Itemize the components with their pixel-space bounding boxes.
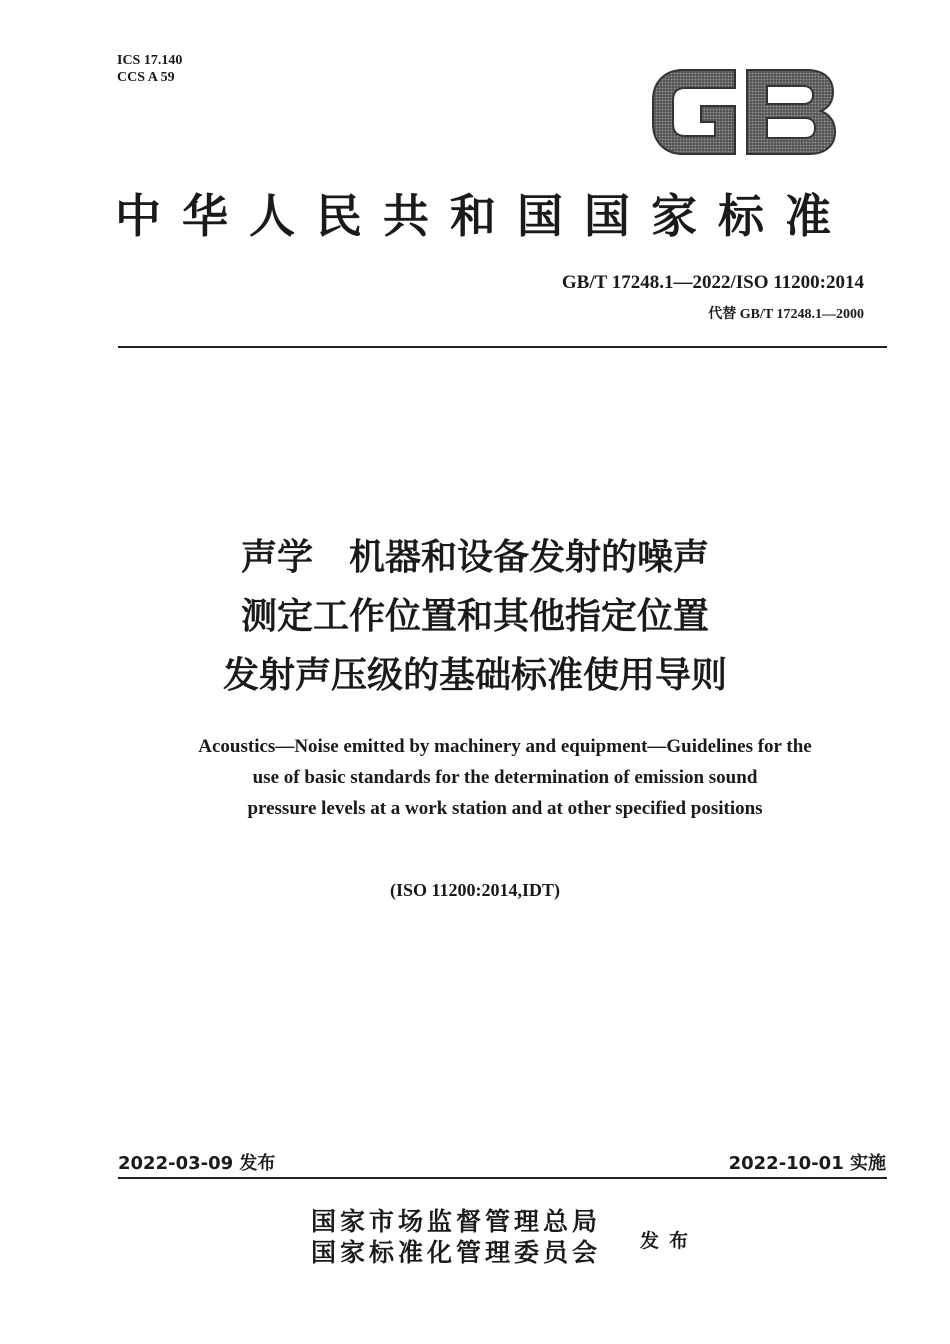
issuing-authorities (311, 1206, 601, 1268)
publish-date: 2022-03-09 发布 (118, 1153, 276, 1174)
top-divider (118, 346, 887, 348)
ics-code: ICS 17.140 (117, 53, 183, 68)
issuer-line: 国家市场监督管理总局 (311, 1207, 602, 1236)
issue-label: 发布 (640, 1230, 699, 1252)
chinese-title-line: 测定工作位置和其他指定位置 (240, 596, 709, 637)
iso-reference: (ISO 11200:2014,IDT) (389, 880, 560, 900)
english-title (140, 731, 870, 824)
national-standard-title: 中华人民共和国国家标准 (115, 189, 852, 243)
english-title-line: use of basic standards for the determination of emission sound (252, 767, 758, 788)
bottom-divider (118, 1177, 887, 1179)
english-title-line: Acoustics—Noise emitted by machinery and equipment—Guidelines for the (198, 736, 812, 757)
classification-codes (117, 52, 182, 86)
chinese-title (0, 528, 950, 705)
chinese-title-line: 声学 机器和设备发射的噪声 (240, 537, 709, 578)
replaces-standard: 代替 GB/T 17248.1—2000 (708, 307, 864, 322)
chinese-title-line: 发射声压级的基础标准使用导则 (222, 655, 727, 696)
issuer-line: 国家标准化管理委员会 (311, 1238, 602, 1267)
effective-date: 2022-10-01 实施 (728, 1153, 886, 1174)
ccs-code: CCS A 59 (117, 70, 175, 85)
gb-logo (649, 66, 839, 158)
english-title-line: pressure levels at a work station and at other specified positions (247, 798, 763, 819)
standard-number: GB/T 17248.1—2022/ISO 11200:2014 (561, 272, 864, 293)
